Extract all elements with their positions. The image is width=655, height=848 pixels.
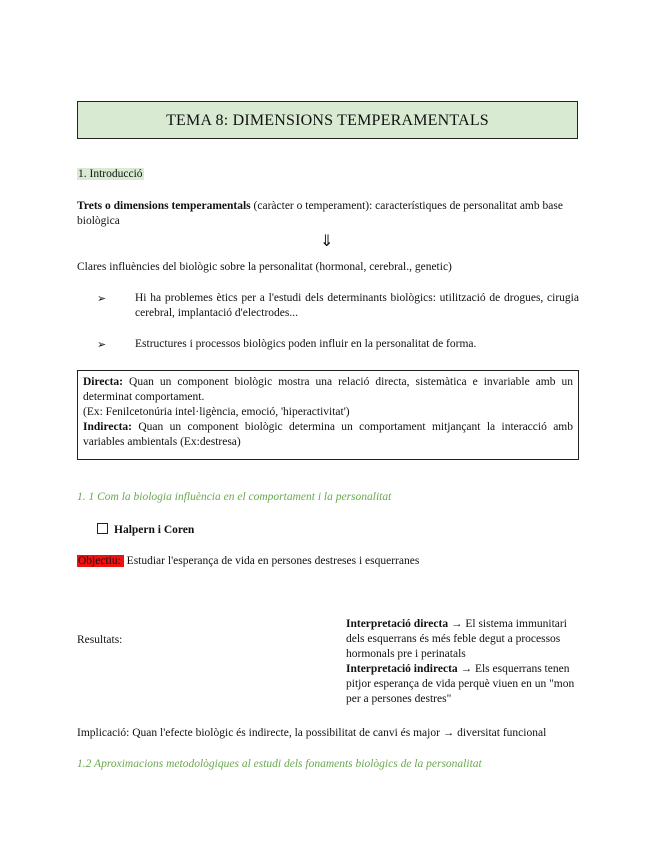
direct-interpretation: Interpretació directa → El sistema immunitari dels esquerrans és més feble degut a processos hormonals pre i perinatals xyxy=(346,618,567,660)
page-title-box xyxy=(77,101,578,139)
arrow-bullet-icon: ➢ xyxy=(97,292,107,305)
indirect-definition: Indirecta: Quan un component biològic determina un comportament mitjançant la interacció amb variables ambientals (Ex:destresa) xyxy=(83,421,573,448)
traits-paragraph: Trets o dimensions temperamentals (caràcter o temperament): característiques de personalitat amb base biològica xyxy=(77,200,563,227)
objective-line: Objectiu: Estudiar l'esperança de vida en persones destreses i esquerranes xyxy=(78,555,420,567)
section-heading-1-2: 1.2 Aproximacions metodològiques al estudi dels fonaments biològics de la personalitat xyxy=(77,758,482,770)
right-arrow-icon: → xyxy=(439,727,458,739)
implication-paragraph: Implicació: Quan l'efecte biològic és indirecte, la possibilitat de canvi és major → diversitat funcional xyxy=(77,727,547,739)
page-title: TEMA 8: DIMENSIONS TEMPERAMENTALS xyxy=(166,111,489,129)
right-arrow-icon: → xyxy=(457,663,473,675)
definitions-box xyxy=(77,370,579,460)
intro-heading: 1. Introducció xyxy=(78,168,143,180)
interpretations-block xyxy=(346,617,580,707)
results-label: Resultats: xyxy=(77,634,123,646)
direct-definition: Directa: Quan un component biològic mostra una relació directa, sistemàtica e invariable amb un determinat comportament. xyxy=(83,376,573,403)
direct-example: (Ex: Fenilcetonúria intel·ligència, emoció, 'hiperactivitat') xyxy=(83,406,350,418)
influences-paragraph: Clares influències del biològic sobre la personalitat (hormonal, cerebral., genetic) xyxy=(77,261,452,273)
arrow-bullet-icon: ➢ xyxy=(97,338,107,351)
bullet-item-ethics: ➢ Hi ha problemes ètics per a l'estudi dels determinants biològics: utilització de drogues, cirugia cerebral, implantació d'electrodes... xyxy=(97,292,579,319)
bullet-item-structures: ➢ Estructures i processos biològics poden influir en la personalitat de forma. xyxy=(97,338,477,351)
checkbox-icon xyxy=(97,523,108,534)
objective-label: Objectiu: xyxy=(77,555,124,567)
halpern-item: Halpern i Coren xyxy=(97,523,194,538)
section-heading-1-1: 1. 1 Com la biologia influència en el comportament i la personalitat xyxy=(77,491,392,503)
indirect-interpretation: Interpretació indirecta → Els esquerrans tenen pitjor esperança de vida perquè viuen en un "mon per a persones destres" xyxy=(346,663,575,705)
right-arrow-icon: → xyxy=(448,618,463,630)
down-arrow-icon: ⇓ xyxy=(320,231,334,250)
